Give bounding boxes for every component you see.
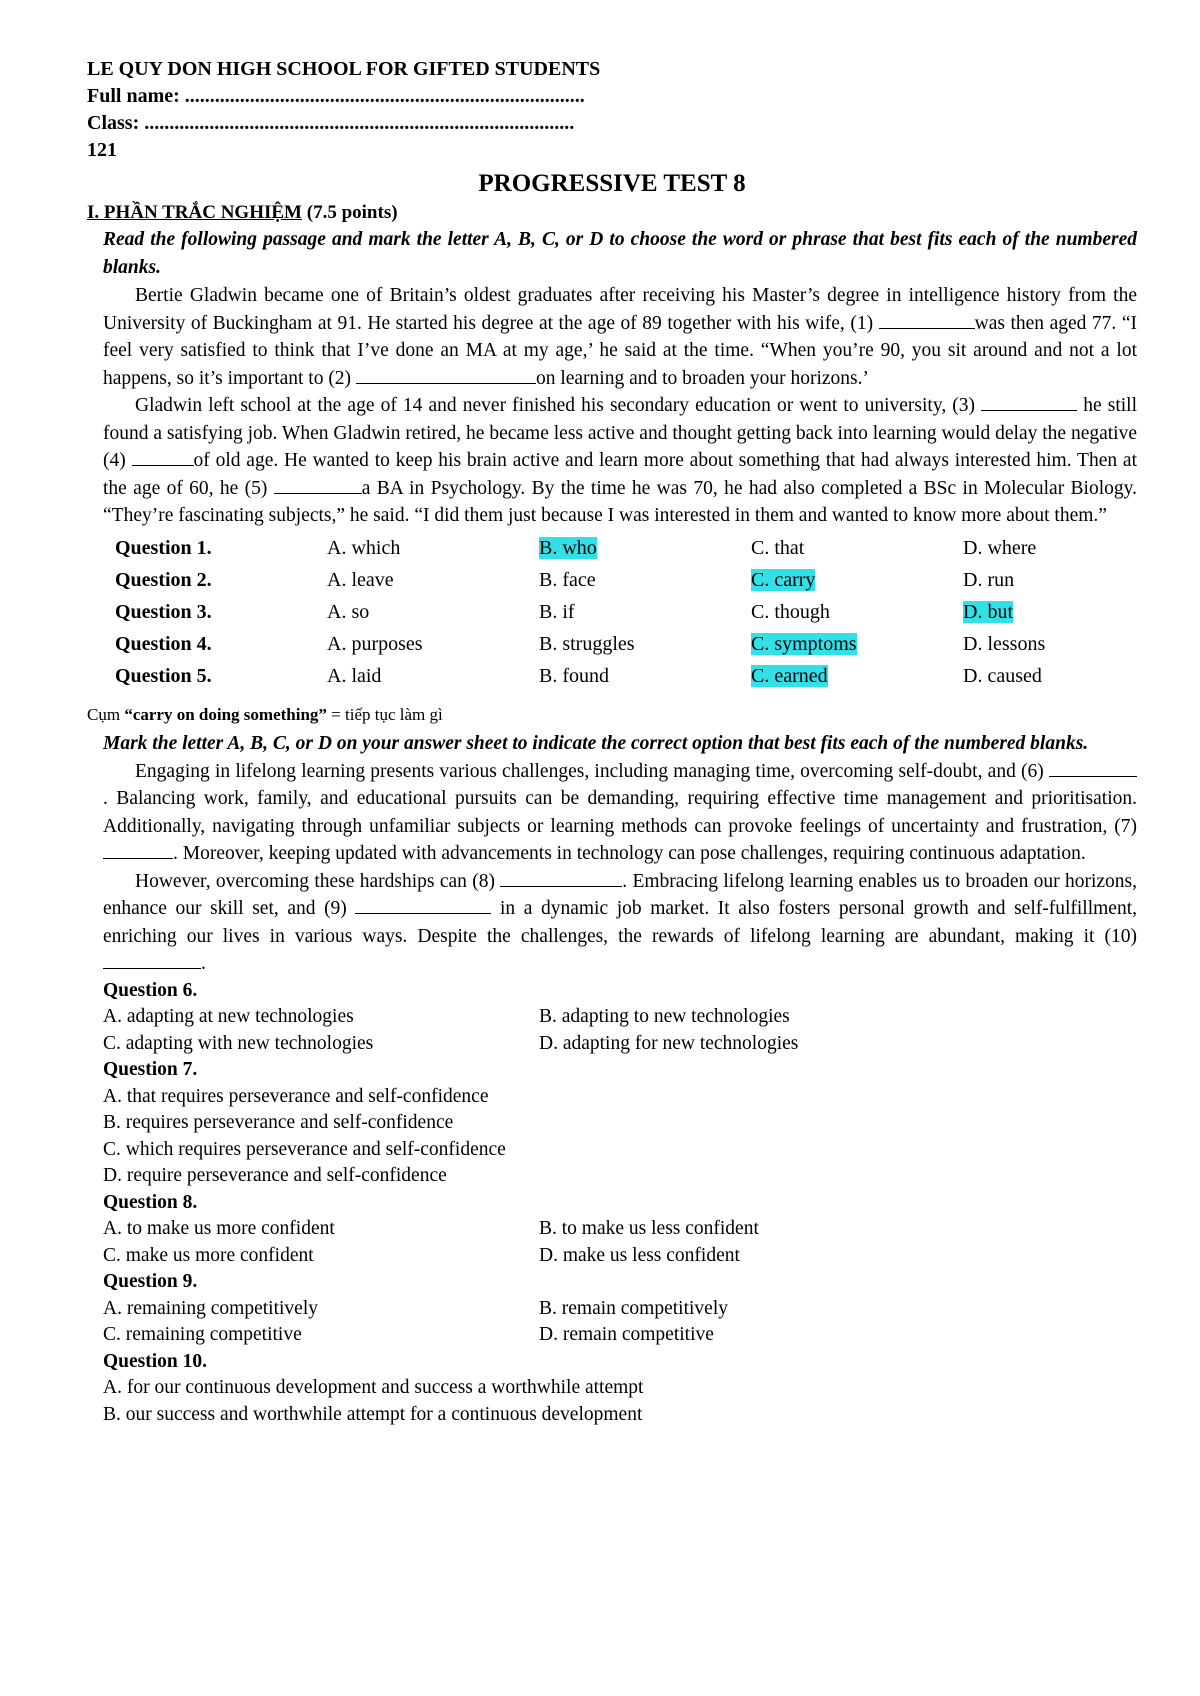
question-9 bbox=[103, 1269, 1137, 1349]
option-text: B. who bbox=[539, 536, 597, 559]
question-8 bbox=[103, 1190, 1137, 1270]
passage-2-paragraph-2 bbox=[103, 868, 1137, 978]
option-c-answer[interactable] bbox=[751, 628, 963, 660]
text-run: Gladwin left school at the age of 14 and never finished his secondary education or went to university, (3) bbox=[135, 395, 982, 416]
option-d[interactable]: D. require perseverance and self-confidence bbox=[103, 1165, 447, 1186]
option-a[interactable]: A. adapting at new technologies bbox=[103, 1006, 354, 1027]
option-a[interactable] bbox=[327, 596, 539, 628]
option-c[interactable] bbox=[751, 596, 963, 628]
option-b[interactable] bbox=[539, 660, 751, 692]
text-run: he still found a satisfying job. When Gladwin retired, he became less active and thought getting back into learning would delay the negative (4) bbox=[103, 395, 1137, 471]
option-a[interactable] bbox=[327, 564, 539, 596]
option-d[interactable] bbox=[963, 628, 1123, 660]
blank-7 bbox=[103, 840, 173, 859]
text-run: in a dynamic job market. It also fosters personal growth and self-fulfillment, enriching our lives in various ways. Despite the challenges, the rewards of lifelong learning are abundant, making it (10) bbox=[103, 898, 1137, 947]
text-run: . bbox=[201, 953, 206, 974]
passage-1 bbox=[103, 282, 1137, 530]
vocabulary-note bbox=[87, 700, 1137, 730]
part1-instruction: Read the following passage and mark the letter A, B, C, or D to choose the word or phrase that best fits each of the numbered blanks. bbox=[103, 229, 1137, 278]
question-row-3 bbox=[115, 596, 1137, 628]
question-label: Question 8. bbox=[103, 1191, 198, 1213]
option-b[interactable] bbox=[539, 564, 751, 596]
options-row bbox=[103, 1243, 1137, 1270]
question-label: Question 6. bbox=[103, 979, 198, 1001]
passage-1-paragraph-1 bbox=[103, 282, 1137, 392]
school-name: LE QUY DON HIGH SCHOOL FOR GIFTED STUDENTS bbox=[87, 58, 601, 80]
passage-1-paragraph-2 bbox=[103, 392, 1137, 530]
blank-3 bbox=[981, 392, 1077, 411]
passage-2-paragraph-1 bbox=[103, 758, 1137, 868]
page-title: PROGRESSIVE TEST 8 bbox=[478, 170, 746, 197]
question-row-1 bbox=[115, 532, 1137, 564]
option-d[interactable]: D. adapting for new technologies bbox=[539, 1032, 799, 1054]
blank-9 bbox=[355, 895, 491, 914]
question-row-4 bbox=[115, 628, 1137, 660]
option-d[interactable] bbox=[963, 660, 1123, 692]
blank-4 bbox=[132, 447, 194, 466]
question-grid bbox=[87, 532, 1137, 692]
exam-code: 121 bbox=[87, 139, 117, 161]
question-row-2 bbox=[115, 564, 1137, 596]
option-b[interactable]: B. to make us less confident bbox=[539, 1218, 759, 1239]
exam-page bbox=[87, 56, 1137, 1428]
option-c[interactable]: C. adapting with new technologies bbox=[103, 1032, 374, 1054]
option-c[interactable]: C. make us more confident bbox=[103, 1244, 314, 1266]
option-d[interactable] bbox=[963, 532, 1123, 564]
option-b[interactable]: B. requires perseverance and self-confidence bbox=[103, 1112, 454, 1133]
question-label: Question 2. bbox=[115, 568, 212, 591]
option-text: C. though bbox=[751, 600, 830, 623]
option-text: B. if bbox=[539, 600, 575, 623]
blank-5 bbox=[274, 475, 362, 494]
question-6 bbox=[103, 978, 1137, 1058]
option-a[interactable]: A. for our continuous development and success a worthwhile attempt bbox=[103, 1377, 644, 1398]
text-run: a BA in Psychology. By the time he was 70, he had also completed a BSc in Molecular Biology. “They’re fascinating subjects,” he said. “I did them just because I was interested in them and wanted to know more about them.” bbox=[103, 477, 1137, 526]
passage-2 bbox=[103, 758, 1137, 978]
blank-6 bbox=[1049, 758, 1137, 777]
option-b[interactable] bbox=[539, 596, 751, 628]
question-label: Question 7. bbox=[103, 1059, 198, 1080]
question-row-5 bbox=[115, 660, 1137, 692]
option-text: C. that bbox=[751, 536, 805, 559]
options-row bbox=[103, 1216, 1137, 1243]
option-d[interactable]: D. make us less confident bbox=[539, 1244, 740, 1266]
text-run: . Moreover, keeping updated with advancements in technology can pose challenges, requiring continuous adaptation. bbox=[173, 843, 1086, 864]
option-a[interactable]: A. remaining competitively bbox=[103, 1297, 318, 1319]
class-line: Class: ...................................................................................... bbox=[87, 112, 575, 134]
blank-8 bbox=[500, 868, 622, 887]
option-b[interactable] bbox=[539, 628, 751, 660]
option-d-answer[interactable] bbox=[963, 596, 1123, 628]
section-heading bbox=[87, 200, 1137, 226]
text-run: Bertie Gladwin became one of Britain’s oldest graduates after receiving his Master’s degree in intelligence history from the University of Buckingham at 91. He started his degree at the age of 89 together with his wife, (1) bbox=[103, 285, 1137, 334]
question-label: Question 5. bbox=[115, 664, 212, 687]
option-c[interactable] bbox=[751, 532, 963, 564]
option-text: D. run bbox=[963, 568, 1015, 591]
question-7 bbox=[103, 1057, 1137, 1190]
option-c[interactable]: C. remaining competitive bbox=[103, 1324, 302, 1345]
option-a[interactable] bbox=[327, 628, 539, 660]
note-text: Cụm bbox=[87, 704, 125, 724]
text-run: Engaging in lifelong learning presents various challenges, including managing time, overcoming self-doubt, and (6) bbox=[135, 760, 1049, 782]
option-c[interactable]: C. which requires perseverance and self-confidence bbox=[103, 1138, 506, 1160]
option-text: C. carry bbox=[751, 568, 816, 591]
option-text: A. laid bbox=[327, 664, 382, 687]
blank-2 bbox=[356, 365, 536, 384]
option-d[interactable] bbox=[963, 564, 1123, 596]
option-c-answer[interactable] bbox=[751, 564, 963, 596]
section-points: (7.5 points) bbox=[302, 202, 398, 223]
text-run: However, overcoming these hardships can (8) bbox=[135, 870, 501, 892]
option-text: C. symptoms bbox=[751, 632, 857, 655]
options-row bbox=[103, 1004, 1137, 1031]
option-text: A. purposes bbox=[327, 632, 423, 655]
option-text: B. struggles bbox=[539, 632, 635, 655]
option-text: B. found bbox=[539, 664, 609, 687]
question-label: Question 1. bbox=[115, 536, 212, 559]
question-label: Question 9. bbox=[103, 1271, 198, 1292]
text-run: of old age. He wanted to keep his brain active and learn more about something that had always interested him. Then at the age of 60, he (5) bbox=[103, 450, 1137, 499]
section-label: I. PHẦN TRẮC NGHIỆM bbox=[87, 202, 302, 223]
option-text: A. so bbox=[327, 600, 370, 623]
text-run: . Embracing lifelong learning enables us to broaden our horizons, enhance our skill set, and (9) bbox=[103, 870, 1137, 919]
text-run: was then aged 77. “I feel very satisfied to think that I’ve done an MA at my age,’ he said at the time. “When you’re 90, you sit around and not a lot happens, so it’s important to (2) bbox=[103, 312, 1137, 389]
option-b[interactable]: B. our success and worthwhile attempt for a continuous development bbox=[103, 1403, 643, 1425]
option-c-answer[interactable] bbox=[751, 660, 963, 692]
option-a[interactable]: A. that requires perseverance and self-confidence bbox=[103, 1085, 489, 1107]
option-b[interactable]: B. remain competitively bbox=[539, 1297, 728, 1319]
option-text: D. but bbox=[963, 600, 1013, 623]
option-d[interactable]: D. remain competitive bbox=[539, 1324, 714, 1345]
options-row bbox=[103, 1296, 1137, 1323]
option-b[interactable]: B. adapting to new technologies bbox=[539, 1006, 790, 1027]
question-label: Question 10. bbox=[103, 1350, 208, 1372]
question-label: Question 3. bbox=[115, 600, 212, 623]
question-10 bbox=[103, 1349, 1137, 1429]
text-run: on learning and to broaden your horizons.’ bbox=[535, 367, 869, 389]
option-a[interactable]: A. to make us more confident bbox=[103, 1218, 335, 1239]
option-text: A. leave bbox=[327, 568, 394, 591]
options-row bbox=[103, 1031, 1137, 1058]
blank-10 bbox=[103, 950, 201, 969]
full-name-line: Full name: ................................................................................ bbox=[87, 85, 585, 107]
blank-1 bbox=[879, 310, 975, 329]
options-row bbox=[103, 1322, 1137, 1349]
note-phrase: “carry on doing something” bbox=[124, 704, 327, 724]
option-text: C. earned bbox=[751, 664, 828, 687]
option-text: B. face bbox=[539, 568, 596, 591]
option-a[interactable] bbox=[327, 660, 539, 692]
option-text: D. lessons bbox=[963, 632, 1046, 655]
text-run: . Balancing work, family, and educational pursuits can be demanding, requiring effective time management and prioritisation. Additionally, navigating through unfamiliar subjects or learning methods can provoke feelings of uncertainty and frustration, (7) bbox=[103, 788, 1137, 837]
option-text: D. caused bbox=[963, 664, 1042, 687]
option-a[interactable] bbox=[327, 532, 539, 564]
part2-instruction: Mark the letter A, B, C, or D on your answer sheet to indicate the correct option that best fits each of the numbered blanks. bbox=[103, 732, 1089, 754]
question-label: Question 4. bbox=[115, 632, 212, 655]
option-text: A. which bbox=[327, 536, 401, 559]
option-b-answer[interactable] bbox=[539, 532, 751, 564]
option-text: D. where bbox=[963, 536, 1037, 559]
note-text: = tiếp tục làm gì bbox=[326, 704, 443, 724]
